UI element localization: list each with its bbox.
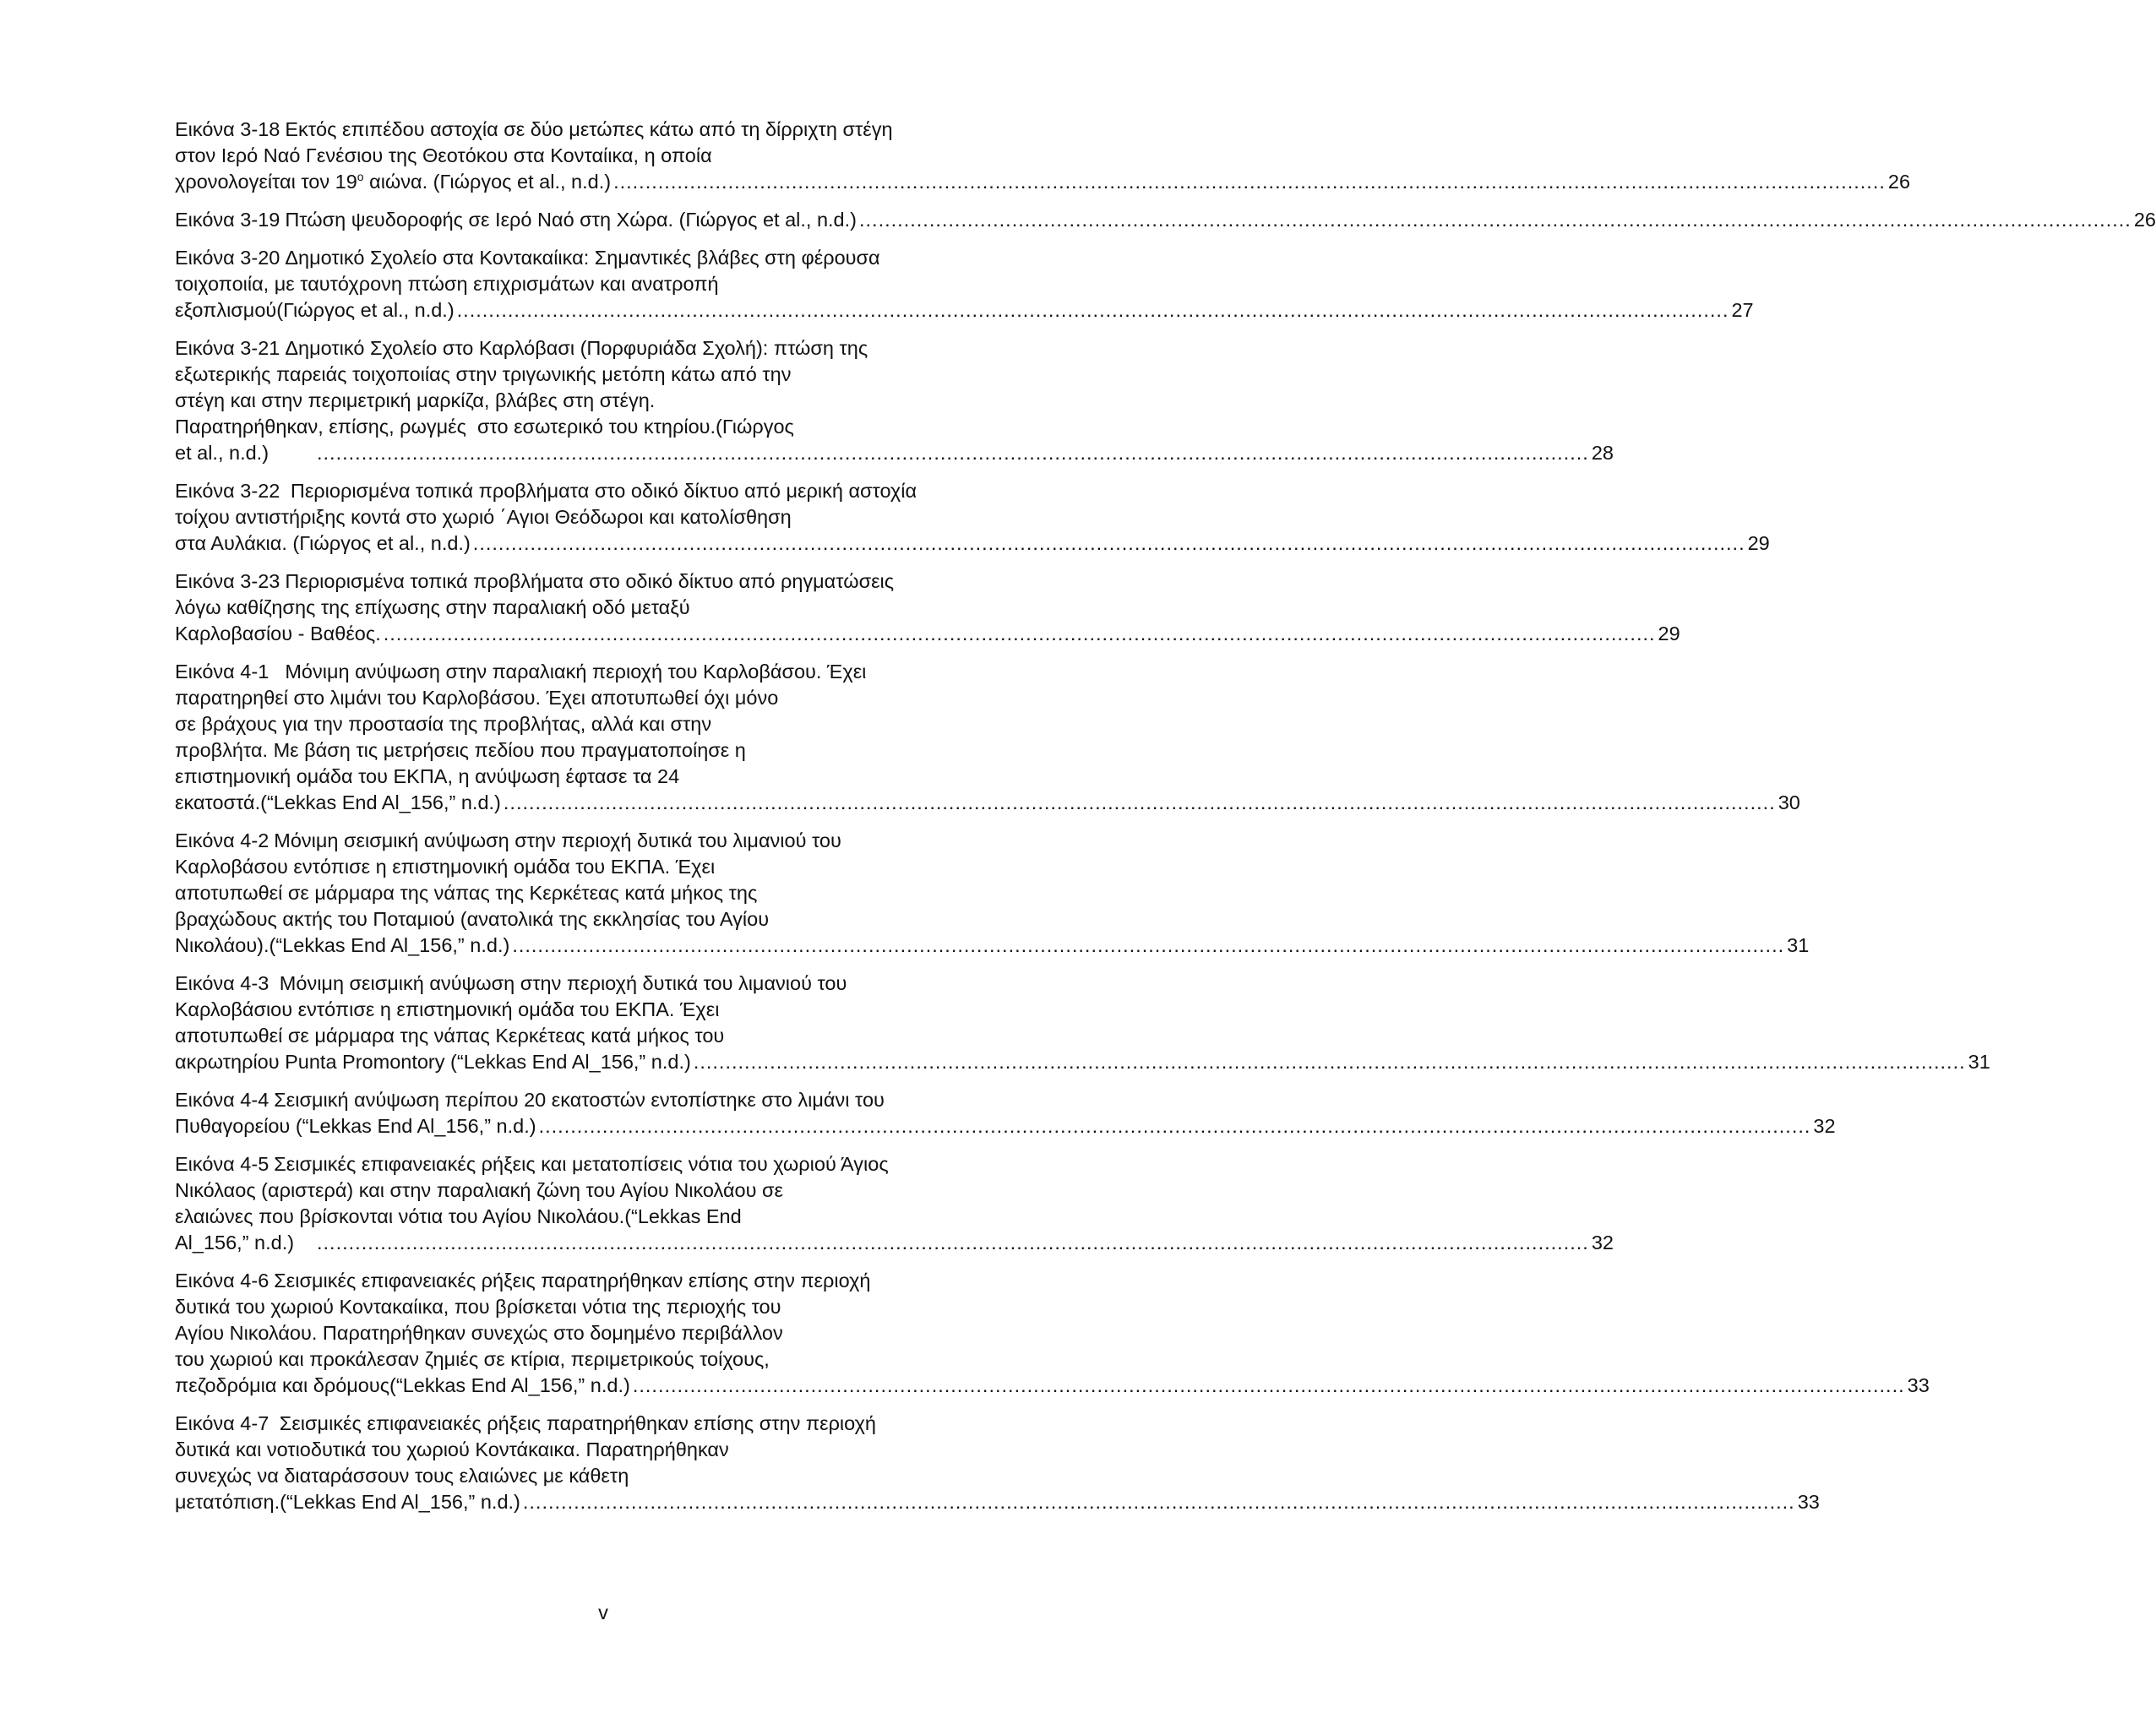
toc-entry-text: Νικόλαος (αριστερά) και στην παραλιακή ζώνη του Αγίου Νικολάου σε	[175, 1179, 783, 1201]
toc-entry-text	[175, 1049, 691, 1075]
toc-entry-label: Εικόνα 3-21	[175, 337, 280, 359]
toc-entry-label: Εικόνα 4-5	[175, 1153, 270, 1175]
toc-entry-text-segment: εκατοστά.(“Lekkas End Al_156,” n.d.)	[175, 791, 501, 813]
toc-entry-text-segment: Καρλοβασίου - Βαθέος.	[175, 623, 381, 644]
toc-entry[interactable]	[175, 478, 1770, 557]
toc-entry-text: βραχώδους ακτής του Ποταμιού (ανατολικά της εκκλησίας του Αγίου	[175, 908, 770, 930]
toc-entry-text: Αγίου Νικολάου. Παρατηρήθηκαν συνεχώς στο δομημένο περιβάλλον	[175, 1322, 783, 1344]
toc-entry-label: Εικόνα 4-4	[175, 1089, 270, 1111]
toc-entry-text: δυτικά και νοτιοδυτικά του χωριού Κοντάκαικα. Παρατηρήθηκαν	[175, 1438, 729, 1460]
toc-entry-text-segment: Al_156,” n.d.)	[175, 1232, 295, 1253]
toc-entry-text: εξωτερικής παρειάς τοιχοποιίας στην τριγωνικής μετόπη κάτω από την	[175, 363, 792, 385]
toc-entry-label: Εικόνα 3-23	[175, 570, 280, 592]
toc-entry-page-number: 32	[1591, 1232, 1614, 1253]
superscript: ο	[357, 170, 364, 184]
toc-entry-text: Μόνιμη σεισμική ανύψωση στην περιοχή δυτικά του λιμανιού του	[274, 829, 841, 851]
toc-entry-text-segment: Πυθαγορείου (“Lekkas End Al_156,” n.d.)	[175, 1115, 536, 1137]
toc-entry-text	[175, 297, 455, 324]
toc-entry-text-segment: μετατόπιση.(“Lekkas End Al_156,” n.d.)	[175, 1491, 520, 1513]
toc-entry-text: Καρλοβάσιου εντόπισε η επιστημονική ομάδα του ΕΚΠΑ. Έχει	[175, 998, 720, 1020]
toc-entry[interactable]	[175, 335, 1614, 466]
toc-entry-label: Εικόνα 3-18	[175, 118, 280, 140]
toc-entry-text	[175, 530, 471, 557]
toc-entry-page-number: 29	[1747, 532, 1770, 554]
toc-entry-text: επιστημονική ομάδα του ΕΚΠΑ, η ανύψωση έφτασε τα 24	[175, 765, 680, 787]
toc-entry-last-line	[175, 1373, 1930, 1399]
toc-entry-text: ελαιώνες που βρίσκονται νότια του Αγίου Νικολάου.(“Lekkas End	[175, 1205, 742, 1227]
toc-entry-text: στον Ιερό Ναό Γενέσιου της Θεοτόκου στα Κονταίικα, η οποία	[175, 144, 712, 166]
toc-entry-text-segment: αιώνα. (Γιώργος et al., n.d.)	[363, 171, 612, 193]
toc-entry-text-segment: πεζοδρόμια και δρόμους(“Lekkas End Al_156,” n.d.)	[175, 1374, 630, 1396]
toc-entry-first-line	[175, 1087, 1037, 1113]
toc-entry-text-segment: στα Αυλάκια. (Γιώργος et al., n.d.)	[175, 532, 471, 554]
toc-entry-label: Εικόνα 4-6	[175, 1270, 270, 1292]
toc-entry[interactable]	[175, 117, 1911, 195]
toc-entry-last-line	[175, 297, 1754, 324]
toc-entry-text: Καρλοβάσου εντόπισε η επιστημονική ομάδα του ΕΚΠΑ. Έχει	[175, 856, 716, 878]
dot-leader: ........................................................................................................................................................................................................	[317, 442, 1589, 464]
toc-entry-first-line	[175, 1411, 1037, 1437]
toc-entry-page-number: 29	[1658, 623, 1680, 644]
toc-entry-page-number: 33	[1907, 1374, 1930, 1396]
toc-entry-page-number: 32	[1813, 1115, 1836, 1137]
toc-entry-text: παρατηρηθεί στο λιμάνι του Καρλοβάσου. Έχει αποτυπωθεί όχι μόνο	[175, 687, 779, 709]
toc-entry-first-line	[175, 245, 1037, 271]
toc-entry-text	[175, 1373, 630, 1399]
dot-leader: ........................................................................................................................................................................................................	[613, 171, 1886, 193]
toc-entry-text	[175, 1489, 520, 1515]
toc-entry-text	[175, 621, 381, 647]
toc-entry-text	[175, 169, 612, 195]
toc-entry-text: Σεισμική ανύψωση περίπου 20 εκατοστών εντοπίστηκε στο λιμάνι του	[274, 1089, 885, 1111]
toc-entry-page-number: 27	[1731, 299, 1754, 321]
toc-entry-label: Εικόνα 4-7	[175, 1412, 270, 1434]
toc-entry-text: Περιορισμένα τοπικά προβλήματα στο οδικό δίκτυο από ρηγματώσεις	[285, 570, 895, 592]
toc-entry-first-line	[175, 117, 1037, 143]
toc-entry-text: συνεχώς να διαταράσσουν τους ελαιώνες με κάθετη	[175, 1465, 629, 1487]
dot-leader: ........................................................................................................................................................................................................	[512, 934, 1785, 956]
toc-entry-text: Δημοτικό Σχολείο στο Καρλόβασι (Πορφυριάδα Σχολή): πτώση της	[285, 337, 868, 359]
toc-entry-page-number: 26	[1887, 171, 1911, 193]
toc-entry-last-line	[175, 621, 1680, 647]
toc-entry-page-number: 28	[1591, 442, 1614, 464]
toc-entry-first-line	[175, 478, 1037, 504]
toc-entry-text: Περιορισμένα τοπικά προβλήματα στο οδικό δίκτυο από μερική αστοχία	[285, 480, 917, 502]
toc-entry-first-line	[175, 971, 1037, 997]
toc-entry-text	[175, 207, 857, 233]
toc-entry-text: σε βράχους για την προστασία της προβλήτας, αλλά και στην	[175, 713, 712, 735]
toc-entry-label: Εικόνα 4-2	[175, 829, 270, 851]
toc-entry-text: Σεισμικές επιφανειακές ρήξεις και μετατοπίσεις νότια του χωριού Άγιος	[274, 1153, 889, 1175]
toc-entry[interactable]	[175, 245, 1754, 324]
toc-entry-text-segment: Πτώση ψευδοροφής σε Ιερό Ναό στη Χώρα. (Γιώργος et al., n.d.)	[285, 209, 857, 231]
dot-leader: ........................................................................................................................................................................................................	[456, 299, 1729, 321]
toc-entry-text: Σεισμικές επιφανειακές ρήξεις παρατηρήθηκαν επίσης στην περιοχή	[274, 1270, 871, 1292]
dot-leader: ........................................................................................................................................................................................................	[317, 1232, 1589, 1253]
toc-entry-text	[175, 790, 501, 816]
toc-entry-text: Εκτός επιπέδου αστοχία σε δύο μετώπες κάτω από τη δίρριχτη στέγη	[285, 118, 893, 140]
toc-entry[interactable]	[175, 1411, 1820, 1515]
toc-entry[interactable]	[175, 828, 1810, 959]
toc-entry-page-number: 26	[2133, 209, 2156, 231]
toc-entry-label: Εικόνα 4-3	[175, 972, 270, 994]
list-of-figures	[175, 117, 2156, 1527]
toc-entry-first-line	[175, 659, 1037, 685]
toc-entry-first-line	[175, 568, 1037, 595]
toc-entry-text: τοίχου αντιστήριξης κοντά στο χωριό ΄Αγιοι Θεόδωροι και κατολίσθηση	[175, 506, 792, 528]
dot-leader: ........................................................................................................................................................................................................	[522, 1491, 1795, 1513]
dot-leader: ........................................................................................................................................................................................................	[472, 532, 1745, 554]
toc-entry-first-line	[175, 1151, 1037, 1177]
dot-leader: ........................................................................................................................................................................................................	[693, 1051, 1966, 1073]
page-number: v	[598, 1602, 608, 1623]
toc-entry-text: λόγω καθίζησης της επίχωσης στην παραλιακή οδό μεταξύ	[175, 596, 690, 618]
dot-leader: ........................................................................................................................................................................................................	[503, 791, 1776, 813]
toc-entry-first-line	[175, 335, 1037, 362]
toc-entry[interactable]	[175, 207, 2156, 233]
toc-entry-text: αποτυπωθεί σε μάρμαρα της νάπας της Κερκέτεας κατά μήκος της	[175, 882, 758, 904]
toc-entry-label: Εικόνα 3-19	[175, 209, 280, 231]
toc-entry-page-number: 33	[1797, 1491, 1820, 1513]
toc-entry-text: Δημοτικό Σχολείο στα Κοντακαίικα: Σημαντικές βλάβες στη φέρουσα	[285, 247, 880, 269]
toc-entry[interactable]	[175, 1087, 1836, 1139]
toc-entry-text: Μόνιμη ανύψωση στην παραλιακή περιοχή του Καρλοβάσου. Έχει	[274, 661, 867, 682]
toc-entry-last-line	[175, 440, 1614, 466]
toc-entry-text-segment: et al., n.d.)	[175, 442, 270, 464]
toc-entry-last-line	[175, 169, 1911, 195]
toc-entry-last-line	[175, 1113, 1836, 1139]
toc-entry[interactable]	[175, 971, 1990, 1075]
dot-leader: ........................................................................................................................................................................................................	[632, 1374, 1905, 1396]
toc-entry-last-line	[175, 933, 1810, 959]
toc-entry[interactable]	[175, 1268, 1930, 1399]
dot-leader: ........................................................................................................................................................................................................	[859, 209, 2132, 231]
toc-entry-text	[175, 1113, 536, 1139]
toc-entry-text: του χωριού και προκάλεσαν ζημιές σε κτίρια, περιμετρικούς τοίχους,	[175, 1348, 770, 1370]
toc-entry-text-segment: ακρωτηρίου Punta Promontory (“Lekkas End Al_156,” n.d.)	[175, 1051, 691, 1073]
toc-entry-text: Μόνιμη σεισμική ανύψωση στην περιοχή δυτικά του λιμανιού του	[274, 972, 847, 994]
toc-entry-text-segment: εξοπλισμού(Γιώργος et al., n.d.)	[175, 299, 455, 321]
toc-entry-first-line	[175, 828, 1037, 854]
toc-entry-text: τοιχοποιία, με ταυτόχρονη πτώση επιχρισμάτων και ανατροπή	[175, 273, 719, 295]
dot-leader: ........................................................................................................................................................................................................	[383, 623, 1656, 644]
toc-entry-text-segment: Νικολάου).(“Lekkas End Al_156,” n.d.)	[175, 934, 510, 956]
toc-entry-label: Εικόνα 3-20	[175, 247, 280, 269]
toc-entry-text: στέγη και στην περιμετρική μαρκίζα, βλάβες στη στέγη.	[175, 389, 656, 411]
toc-entry-last-line	[175, 530, 1770, 557]
toc-entry-label: Εικόνα 4-1	[175, 661, 270, 682]
toc-entry[interactable]	[175, 659, 1800, 816]
toc-entry-first-line	[175, 1268, 1037, 1294]
toc-entry-text: δυτικά του χωριού Κοντακαίικα, που βρίσκεται νότια της περιοχής του	[175, 1296, 781, 1318]
toc-entry-last-line	[175, 1230, 1614, 1256]
toc-entry-page-number: 31	[1968, 1051, 1990, 1073]
toc-entry-text	[175, 933, 510, 959]
toc-entry-text-segment: χρονολογείται τον 19	[175, 171, 357, 193]
toc-entry-page-number: 31	[1787, 934, 1810, 956]
toc-entry-text: Παρατηρήθηκαν, επίσης, ρωγμές στο εσωτερικό του κτηρίου.(Γιώργος	[175, 416, 794, 438]
toc-entry-page-number: 30	[1778, 791, 1800, 813]
dot-leader: ........................................................................................................................................................................................................	[538, 1115, 1811, 1137]
toc-entry[interactable]	[175, 1151, 1614, 1256]
toc-entry-last-line	[175, 207, 2156, 233]
toc-entry-text: προβλήτα. Με βάση τις μετρήσεις πεδίου που πραγματοποίησε η	[175, 739, 746, 761]
toc-entry-last-line	[175, 1049, 1990, 1075]
toc-entry-label: Εικόνα 3-22	[175, 480, 280, 502]
toc-entry-last-line	[175, 1489, 1820, 1515]
toc-entry-last-line	[175, 790, 1800, 816]
toc-entry-text: Σεισμικές επιφανειακές ρήξεις παρατηρήθηκαν επίσης στην περιοχή	[274, 1412, 876, 1434]
toc-entry[interactable]	[175, 568, 1680, 647]
toc-entry-text: αποτυπωθεί σε μάρμαρα της νάπας Κερκέτεας κατά μήκος του	[175, 1025, 725, 1047]
